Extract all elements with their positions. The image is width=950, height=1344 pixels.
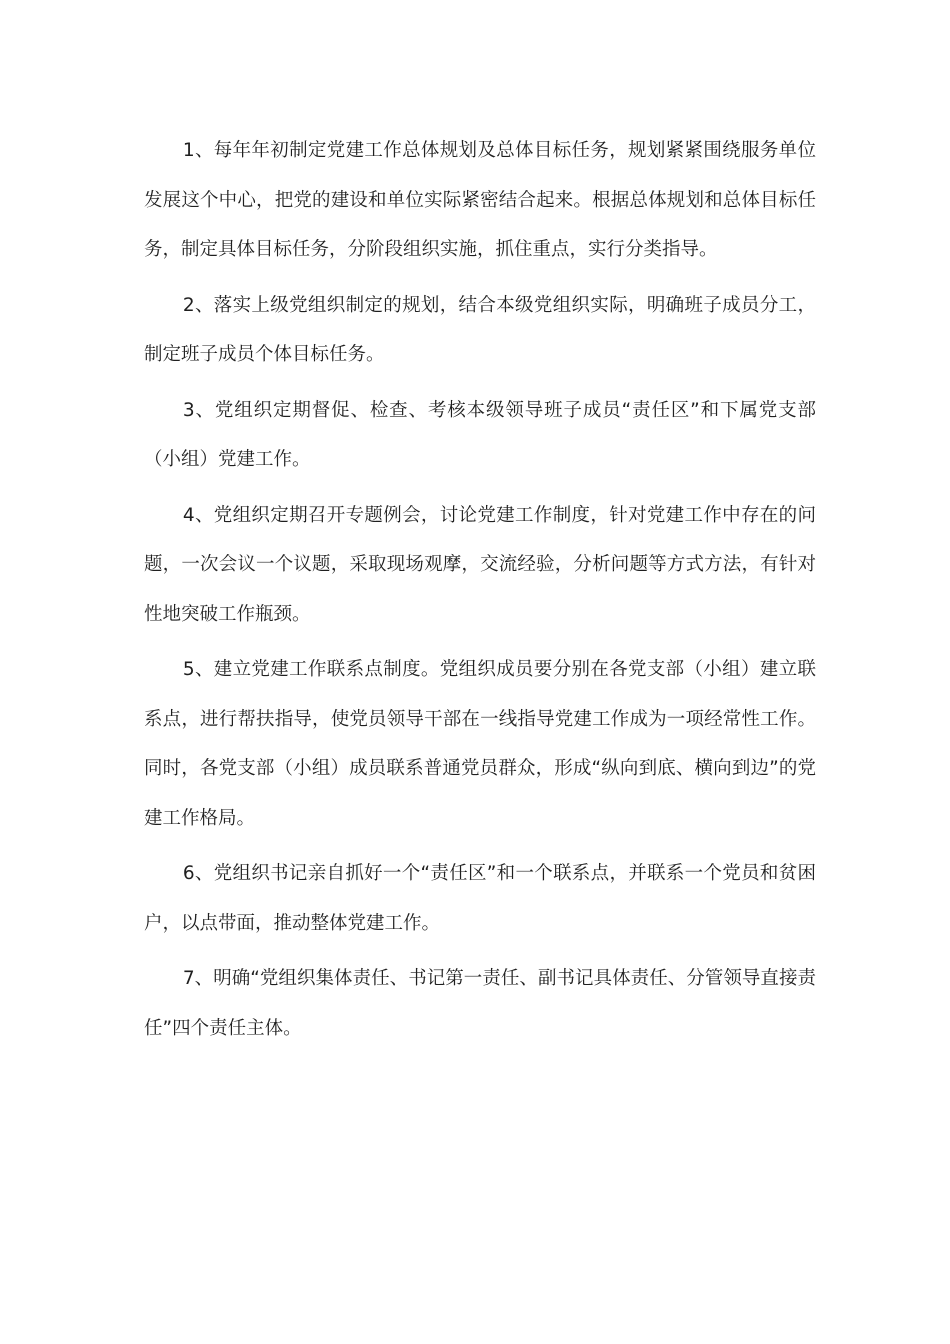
paragraph-1: 1、每年年初制定党建工作总体规划及总体目标任务，规划紧紧围绕服务单位发展这个中心，把党的建设和单位实际紧密结合起来。根据总体规划和总体目标任务，制定具体目标任务，分阶段组织实施，抓住重点，实行分类指导。 [144,140,816,260]
paragraph-4: 4、党组织定期召开专题例会，讨论党建工作制度，针对党建工作中存在的问题，一次会议一个议题，采取现场观摩，交流经验，分析问题等方式方法，有针对性地突破工作瓶颈。 [144,504,816,625]
paragraph-2: 2、落实上级党组织制定的规划，结合本级党组织实际，明确班子成员分工，制定班子成员个体目标任务。 [144,294,816,365]
paragraph-5: 5、建立党建工作联系点制度。党组织成员要分别在各党支部（小组）建立联系点，进行帮扶指导，使党员领导干部在一线指导党建工作成为一项经常性工作。同时，各党支部（小组）成员联系普通党员群众，形成“纵向到底、横向到边”的党建工作格局。 [144,659,816,829]
paragraph-7: 7、明确“党组织集体责任、书记第一责任、副书记具体责任、分管领导直接责任”四个责任主体。 [144,968,816,1039]
paragraph-6: 6、党组织书记亲自抓好一个“责任区”和一个联系点，并联系一个党员和贫困户，以点带面，推动整体党建工作。 [144,863,816,934]
document-body [144,126,816,1059]
paragraph-3: 3、党组织定期督促、检查、考核本级领导班子成员“责任区”和下属党支部（小组）党建工作。 [144,399,816,470]
